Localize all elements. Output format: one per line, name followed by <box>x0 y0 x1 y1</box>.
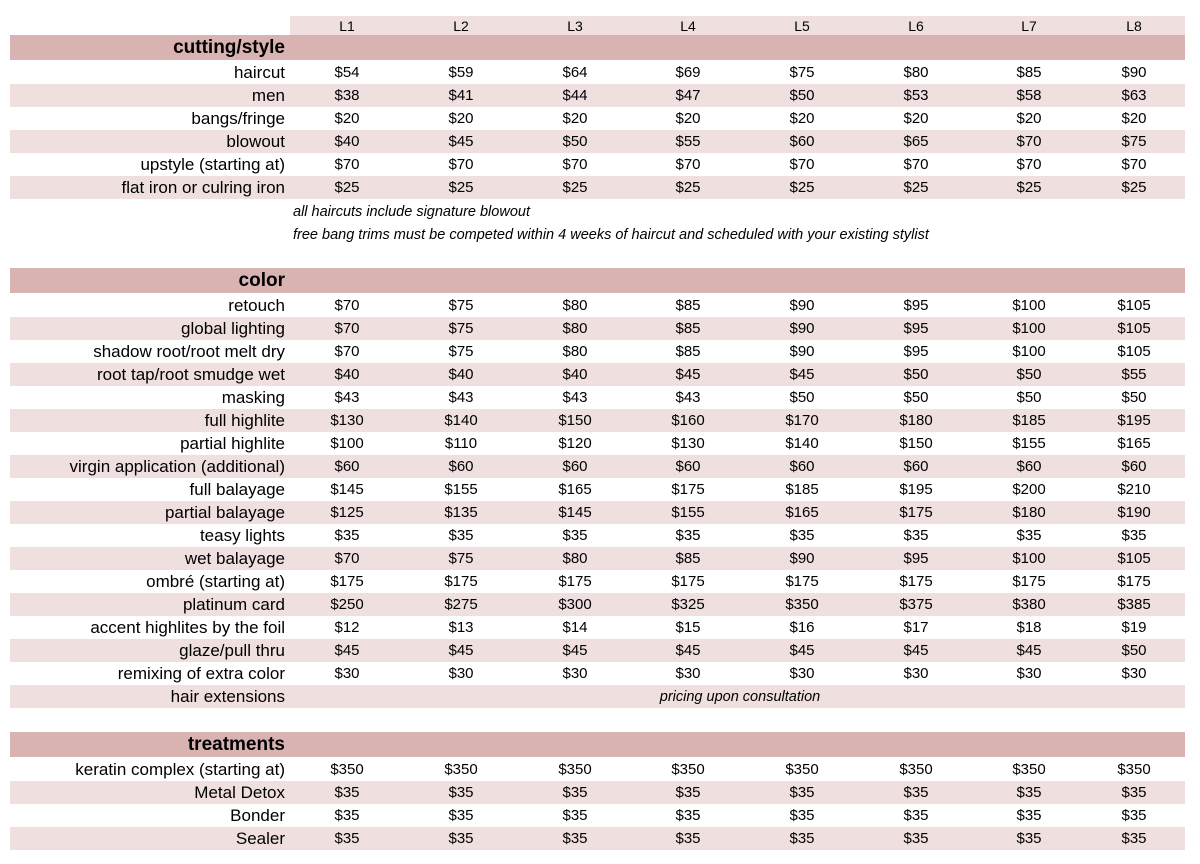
price-cell: $175 <box>899 504 933 521</box>
table-row <box>10 176 1185 199</box>
price-cell: $25 <box>334 179 360 196</box>
price-cell: $50 <box>562 133 588 150</box>
service-label: hair extensions <box>170 687 285 706</box>
price-cell: $95 <box>903 343 929 360</box>
price-cell: $75 <box>448 550 474 567</box>
price-cell: $185 <box>1012 412 1046 429</box>
price-cell: $100 <box>330 435 364 452</box>
table-row <box>10 340 1185 363</box>
price-cell: $45 <box>1016 642 1042 659</box>
price-cell: $180 <box>899 412 933 429</box>
price-cell: $175 <box>671 573 705 590</box>
price-cell: $53 <box>903 87 929 104</box>
price-cell: $200 <box>1012 481 1046 498</box>
price-cell: $35 <box>675 807 701 824</box>
level-header-l7: L7 <box>1021 18 1037 34</box>
price-cell: $95 <box>903 297 929 314</box>
price-cell: $100 <box>1012 550 1046 567</box>
price-cell: $50 <box>1016 389 1042 406</box>
service-label: teasy lights <box>199 526 285 545</box>
service-label: blowout <box>226 132 285 151</box>
price-cell: $70 <box>1121 156 1147 173</box>
price-cell: $60 <box>1121 458 1147 475</box>
price-cell: $35 <box>903 830 929 847</box>
price-cell: $35 <box>1016 784 1042 801</box>
price-cell: $70 <box>1016 133 1042 150</box>
price-cell: $70 <box>1016 156 1042 173</box>
table-row <box>10 294 1185 317</box>
price-cell: $69 <box>675 64 701 81</box>
footnote: free bang trims must be competed within 4 weeks of haircut and scheduled with your existing stylist <box>293 227 929 243</box>
consultation-note: pricing upon consultation <box>659 689 821 705</box>
price-cell: $70 <box>448 156 474 173</box>
price-cell: $120 <box>558 435 592 452</box>
price-cell: $45 <box>562 642 588 659</box>
price-cell: $150 <box>899 435 933 452</box>
price-cell: $145 <box>330 481 364 498</box>
price-cell: $16 <box>789 619 815 636</box>
price-cell: $35 <box>448 830 474 847</box>
price-cell: $190 <box>1117 504 1151 521</box>
price-cell: $35 <box>903 784 929 801</box>
price-cell: $75 <box>448 297 474 314</box>
price-cell: $90 <box>789 320 815 337</box>
price-cell: $80 <box>562 297 588 314</box>
price-cell: $80 <box>903 64 929 81</box>
price-cell: $43 <box>562 389 588 406</box>
price-cell: $65 <box>903 133 929 150</box>
price-cell: $70 <box>334 297 360 314</box>
price-cell: $70 <box>903 156 929 173</box>
price-cell: $350 <box>444 761 478 778</box>
service-label: shadow root/root melt dry <box>93 342 285 361</box>
level-header-l4: L4 <box>680 18 696 34</box>
price-cell: $50 <box>1121 389 1147 406</box>
service-label: flat iron or culring iron <box>121 178 285 197</box>
price-cell: $75 <box>448 343 474 360</box>
price-cell: $30 <box>675 665 701 682</box>
price-cell: $35 <box>334 527 360 544</box>
price-cell: $275 <box>444 596 478 613</box>
price-cell: $155 <box>444 481 478 498</box>
table-row <box>10 501 1185 524</box>
price-cell: $35 <box>675 830 701 847</box>
service-label: full highlite <box>204 411 285 430</box>
price-cell: $64 <box>562 64 588 81</box>
price-cell: $35 <box>1016 527 1042 544</box>
price-cell: $40 <box>334 366 360 383</box>
section-title: treatments <box>187 734 285 755</box>
price-cell: $350 <box>899 761 933 778</box>
section-header <box>10 268 1185 293</box>
price-cell: $60 <box>448 458 474 475</box>
table-row <box>10 153 1185 176</box>
service-label: virgin application (additional) <box>69 457 285 476</box>
price-cell: $30 <box>789 665 815 682</box>
price-cell: $85 <box>675 297 701 314</box>
service-label: men <box>251 86 285 105</box>
table-row <box>10 524 1185 547</box>
table-row <box>10 804 1185 827</box>
price-cell: $20 <box>448 110 474 127</box>
price-cell: $130 <box>671 435 705 452</box>
price-cell: $75 <box>1121 133 1147 150</box>
table-row <box>10 130 1185 153</box>
price-cell: $25 <box>789 179 815 196</box>
footnote: all haircuts include signature blowout <box>293 204 530 220</box>
price-cell: $135 <box>444 504 478 521</box>
price-cell: $130 <box>330 412 364 429</box>
price-cell: $35 <box>675 784 701 801</box>
price-cell: $175 <box>1012 573 1046 590</box>
price-cell: $95 <box>903 550 929 567</box>
table-row <box>10 386 1185 409</box>
price-cell: $60 <box>675 458 701 475</box>
service-label: upstyle (starting at) <box>140 155 285 174</box>
price-cell: $35 <box>903 807 929 824</box>
price-cell: $43 <box>675 389 701 406</box>
price-cell: $70 <box>675 156 701 173</box>
service-label: keratin complex (starting at) <box>75 760 285 779</box>
price-cell: $60 <box>562 458 588 475</box>
price-cell: $165 <box>785 504 819 521</box>
price-cell: $325 <box>671 596 705 613</box>
service-label: wet balayage <box>184 549 285 568</box>
price-cell: $43 <box>448 389 474 406</box>
price-cell: $50 <box>789 87 815 104</box>
service-label: full balayage <box>189 480 285 499</box>
price-cell: $20 <box>903 110 929 127</box>
table-row <box>10 547 1185 570</box>
price-cell: $25 <box>448 179 474 196</box>
service-label: Metal Detox <box>194 783 285 802</box>
price-cell: $185 <box>785 481 819 498</box>
price-cell: $85 <box>675 550 701 567</box>
price-cell: $165 <box>558 481 592 498</box>
price-cell: $165 <box>1117 435 1151 452</box>
price-cell: $75 <box>789 64 815 81</box>
service-label: bangs/fringe <box>191 109 285 128</box>
table-row <box>10 781 1185 804</box>
price-cell: $35 <box>789 807 815 824</box>
price-cell: $60 <box>789 458 815 475</box>
price-cell: $50 <box>789 389 815 406</box>
service-label: remixing of extra color <box>117 664 285 683</box>
price-cell: $350 <box>785 761 819 778</box>
price-cell: $105 <box>1117 297 1151 314</box>
price-cell: $35 <box>789 784 815 801</box>
table-row <box>10 409 1185 432</box>
price-cell: $54 <box>334 64 360 81</box>
price-cell: $25 <box>562 179 588 196</box>
price-cell: $100 <box>1012 320 1046 337</box>
table-row <box>10 827 1185 850</box>
price-cell: $30 <box>334 665 360 682</box>
price-cell: $70 <box>789 156 815 173</box>
table-row <box>10 570 1185 593</box>
price-cell: $350 <box>330 761 364 778</box>
service-label: root tap/root smudge wet <box>96 365 285 384</box>
service-label: ombré (starting at) <box>146 572 285 591</box>
price-cell: $35 <box>448 527 474 544</box>
service-label: Sealer <box>235 829 285 848</box>
table-row <box>10 363 1185 386</box>
table-row <box>10 758 1185 781</box>
price-cell: $14 <box>562 619 588 636</box>
table-row <box>10 639 1185 662</box>
table-row <box>10 616 1185 639</box>
price-cell: $35 <box>675 527 701 544</box>
price-cell: $140 <box>444 412 478 429</box>
price-cell: $35 <box>1016 807 1042 824</box>
price-cell: $35 <box>562 527 588 544</box>
price-cell: $25 <box>1121 179 1147 196</box>
service-label: masking <box>221 388 285 407</box>
price-cell: $25 <box>1016 179 1042 196</box>
price-cell: $12 <box>334 619 360 636</box>
price-cell: $58 <box>1016 87 1042 104</box>
price-cell: $375 <box>899 596 933 613</box>
level-header-l8: L8 <box>1126 18 1142 34</box>
price-cell: $20 <box>1016 110 1042 127</box>
price-cell: $35 <box>789 830 815 847</box>
table-row <box>10 61 1185 84</box>
price-cell: $90 <box>789 297 815 314</box>
price-cell: $45 <box>789 366 815 383</box>
price-cell: $350 <box>671 761 705 778</box>
price-cell: $85 <box>675 343 701 360</box>
price-cell: $80 <box>562 550 588 567</box>
price-cell: $175 <box>899 573 933 590</box>
price-cell: $300 <box>558 596 592 613</box>
price-cell: $175 <box>558 573 592 590</box>
price-cell: $25 <box>675 179 701 196</box>
price-cell: $85 <box>675 320 701 337</box>
price-cell: $18 <box>1016 619 1042 636</box>
price-cell: $45 <box>903 642 929 659</box>
table-row <box>10 593 1185 616</box>
price-cell: $350 <box>785 596 819 613</box>
price-cell: $140 <box>785 435 819 452</box>
price-cell: $35 <box>334 807 360 824</box>
section-title: color <box>238 270 285 291</box>
price-cell: $155 <box>1012 435 1046 452</box>
price-cell: $385 <box>1117 596 1151 613</box>
price-cell: $350 <box>1012 761 1046 778</box>
price-cell: $90 <box>789 550 815 567</box>
price-cell: $35 <box>334 830 360 847</box>
price-cell: $350 <box>1117 761 1151 778</box>
price-cell: $40 <box>448 366 474 383</box>
table-row <box>10 662 1185 685</box>
price-cell: $20 <box>675 110 701 127</box>
price-cell: $35 <box>1121 830 1147 847</box>
price-cell: $70 <box>562 156 588 173</box>
price-cell: $35 <box>789 527 815 544</box>
price-cell: $45 <box>448 133 474 150</box>
price-cell: $35 <box>1121 807 1147 824</box>
price-cell: $210 <box>1117 481 1151 498</box>
price-cell: $75 <box>448 320 474 337</box>
service-label: platinum card <box>182 595 285 614</box>
price-cell: $70 <box>334 343 360 360</box>
table-row <box>10 84 1185 107</box>
service-label: glaze/pull thru <box>179 641 285 660</box>
service-label: partial balayage <box>164 503 285 522</box>
service-label: Bonder <box>230 806 285 825</box>
price-cell: $35 <box>448 807 474 824</box>
price-cell: $41 <box>448 87 474 104</box>
level-header-l5: L5 <box>794 18 810 34</box>
table-row <box>10 455 1185 478</box>
level-header-l3: L3 <box>567 18 583 34</box>
price-cell: $45 <box>334 642 360 659</box>
price-cell: $47 <box>675 87 701 104</box>
table-row <box>10 432 1185 455</box>
price-cell: $100 <box>1012 297 1046 314</box>
price-cell: $380 <box>1012 596 1046 613</box>
service-label: global lighting <box>181 319 285 338</box>
price-cell: $70 <box>334 156 360 173</box>
level-header-l1: L1 <box>339 18 355 34</box>
price-cell: $155 <box>671 504 705 521</box>
price-cell: $20 <box>334 110 360 127</box>
price-cell: $60 <box>903 458 929 475</box>
price-cell: $17 <box>903 619 929 636</box>
price-cell: $90 <box>789 343 815 360</box>
price-cell: $105 <box>1117 320 1151 337</box>
service-label: retouch <box>228 296 285 315</box>
price-cell: $20 <box>1121 110 1147 127</box>
price-cell: $145 <box>558 504 592 521</box>
price-cell: $150 <box>558 412 592 429</box>
price-cell: $175 <box>444 573 478 590</box>
price-cell: $35 <box>562 830 588 847</box>
price-cell: $90 <box>1121 64 1147 81</box>
price-cell: $170 <box>785 412 819 429</box>
price-cell: $50 <box>1121 642 1147 659</box>
price-cell: $180 <box>1012 504 1046 521</box>
section-title: cutting/style <box>173 37 285 58</box>
price-cell: $55 <box>1121 366 1147 383</box>
price-cell: $44 <box>562 87 588 104</box>
section-header <box>10 35 1185 60</box>
price-cell: $105 <box>1117 550 1151 567</box>
price-cell: $100 <box>1012 343 1046 360</box>
price-cell: $40 <box>334 133 360 150</box>
price-cell: $30 <box>903 665 929 682</box>
price-cell: $70 <box>334 550 360 567</box>
price-cell: $125 <box>330 504 364 521</box>
price-cell: $30 <box>448 665 474 682</box>
table-row <box>10 107 1185 130</box>
price-cell: $30 <box>562 665 588 682</box>
price-cell: $85 <box>1016 64 1042 81</box>
price-cell: $50 <box>903 389 929 406</box>
price-cell: $350 <box>558 761 592 778</box>
price-cell: $105 <box>1117 343 1151 360</box>
price-cell: $160 <box>671 412 705 429</box>
price-cell: $19 <box>1121 619 1147 636</box>
price-cell: $35 <box>562 784 588 801</box>
price-cell: $250 <box>330 596 364 613</box>
price-cell: $20 <box>789 110 815 127</box>
section-header <box>10 732 1185 757</box>
price-cell: $45 <box>448 642 474 659</box>
price-cell: $50 <box>903 366 929 383</box>
price-cell: $175 <box>671 481 705 498</box>
table-row <box>10 685 1185 708</box>
price-cell: $80 <box>562 320 588 337</box>
price-cell: $59 <box>448 64 474 81</box>
price-cell: $25 <box>903 179 929 196</box>
price-cell: $55 <box>675 133 701 150</box>
price-cell: $38 <box>334 87 360 104</box>
price-cell: $13 <box>448 619 474 636</box>
price-cell: $15 <box>675 619 701 636</box>
service-label: haircut <box>233 63 285 82</box>
price-cell: $45 <box>789 642 815 659</box>
table-row <box>10 317 1185 340</box>
price-cell: $35 <box>334 784 360 801</box>
price-cell: $43 <box>334 389 360 406</box>
price-cell: $95 <box>903 320 929 337</box>
table-row <box>10 478 1185 501</box>
price-cell: $35 <box>562 807 588 824</box>
service-label: accent highlites by the foil <box>90 618 285 637</box>
price-cell: $45 <box>675 366 701 383</box>
price-cell: $20 <box>562 110 588 127</box>
price-cell: $195 <box>1117 412 1151 429</box>
price-cell: $60 <box>789 133 815 150</box>
price-cell: $35 <box>448 784 474 801</box>
price-cell: $175 <box>330 573 364 590</box>
price-cell: $45 <box>675 642 701 659</box>
price-cell: $35 <box>1016 830 1042 847</box>
price-cell: $70 <box>334 320 360 337</box>
price-cell: $175 <box>785 573 819 590</box>
price-cell: $35 <box>1121 527 1147 544</box>
price-cell: $60 <box>334 458 360 475</box>
price-cell: $80 <box>562 343 588 360</box>
price-cell: $175 <box>1117 573 1151 590</box>
price-cell: $110 <box>444 435 478 452</box>
price-cell: $30 <box>1016 665 1042 682</box>
price-cell: $63 <box>1121 87 1147 104</box>
price-cell: $40 <box>562 366 588 383</box>
price-cell: $35 <box>903 527 929 544</box>
level-header-l6: L6 <box>908 18 924 34</box>
price-cell: $50 <box>1016 366 1042 383</box>
price-cell: $30 <box>1121 665 1147 682</box>
service-label: partial highlite <box>180 434 285 453</box>
price-cell: $60 <box>1016 458 1042 475</box>
level-header-l2: L2 <box>453 18 469 34</box>
price-cell: $195 <box>899 481 933 498</box>
price-cell: $35 <box>1121 784 1147 801</box>
